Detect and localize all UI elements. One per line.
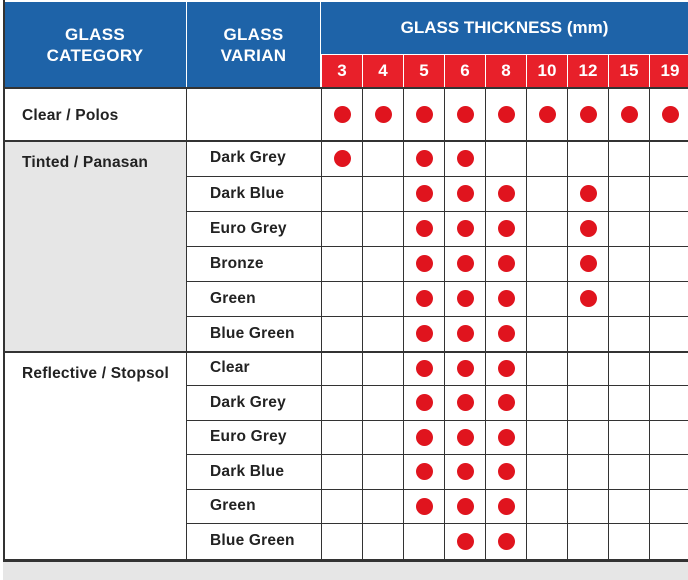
variant-label: Clear	[210, 359, 250, 376]
grid-hline	[321, 54, 688, 55]
availability-dot	[416, 429, 433, 446]
grid-vline	[649, 55, 650, 87]
variant-label: Dark Grey	[210, 149, 286, 166]
thickness-header-12: 12	[568, 55, 608, 87]
availability-dot	[498, 463, 515, 480]
header-variant-line1: GLASS	[223, 24, 284, 44]
availability-dot	[498, 220, 515, 237]
availability-dot	[580, 220, 597, 237]
grid-vline	[362, 55, 363, 87]
grid-vline	[485, 55, 486, 87]
availability-dot	[457, 463, 474, 480]
availability-dot	[416, 220, 433, 237]
grid-hline	[186, 454, 688, 455]
grid-hline	[186, 246, 688, 247]
grid-vline	[567, 55, 568, 87]
header-thickness-label: GLASS THICKNESS (mm)	[400, 18, 609, 37]
availability-dot	[416, 463, 433, 480]
grid-hline	[186, 489, 688, 490]
variant-label: Euro Grey	[210, 428, 287, 445]
thickness-header-19: 19	[650, 55, 688, 87]
grid-vline	[320, 0, 321, 88]
availability-dot	[457, 220, 474, 237]
variant-label: Green	[210, 289, 256, 307]
availability-dot	[457, 185, 474, 202]
variant-label: Dark Grey	[210, 393, 286, 411]
availability-dot	[416, 360, 433, 377]
header-thickness-title	[321, 2, 688, 54]
variant-label: Euro Grey	[210, 219, 287, 237]
availability-dot	[416, 290, 433, 307]
availability-dot	[457, 360, 474, 377]
availability-dot	[416, 185, 433, 202]
availability-dot	[498, 533, 515, 550]
availability-dot	[580, 185, 597, 202]
grid-hline	[186, 281, 688, 282]
grid-hline	[186, 176, 688, 177]
availability-dot	[416, 498, 433, 515]
availability-dot	[416, 255, 433, 272]
availability-dot	[457, 429, 474, 446]
availability-dot	[416, 150, 433, 167]
thickness-header-5: 5	[404, 55, 444, 87]
thickness-header-4: 4	[363, 55, 403, 87]
grid-hline	[186, 316, 688, 317]
grid-hline	[186, 523, 688, 524]
category-label: Reflective / Stopsol	[22, 365, 169, 382]
variant-label: Blue Green	[210, 532, 295, 549]
availability-dot	[457, 325, 474, 342]
availability-dot	[498, 185, 515, 202]
availability-dot	[416, 394, 433, 411]
availability-dot	[662, 106, 679, 123]
availability-dot	[498, 106, 515, 123]
availability-dot	[457, 290, 474, 307]
availability-dot	[334, 150, 351, 167]
grid-vline	[3, 0, 5, 88]
grid-vline	[444, 55, 445, 87]
availability-dot	[457, 255, 474, 272]
availability-dot	[580, 290, 597, 307]
availability-dot	[539, 106, 556, 123]
availability-dot	[416, 106, 433, 123]
header-variant-line2: VARIAN	[220, 45, 287, 65]
grid-vline	[186, 0, 187, 88]
grid-hline	[3, 140, 688, 142]
availability-dot	[416, 325, 433, 342]
category-label: Tinted / Panasan	[22, 154, 149, 171]
availability-dot	[621, 106, 638, 123]
thickness-header-10: 10	[527, 55, 567, 87]
availability-dot	[498, 255, 515, 272]
availability-dot	[334, 106, 351, 123]
variant-label: Dark Blue	[210, 184, 285, 202]
variant-label: Dark Blue	[210, 462, 285, 480]
thickness-header-3: 3	[322, 55, 362, 87]
grid-vline	[526, 55, 527, 87]
grid-vline	[403, 55, 404, 87]
availability-dot	[375, 106, 392, 123]
header-category-line1: GLASS	[64, 24, 126, 44]
grid-hline	[186, 211, 688, 212]
bottom-band	[3, 562, 688, 580]
availability-dot	[457, 150, 474, 167]
availability-dot	[457, 394, 474, 411]
availability-dot	[498, 498, 515, 515]
header-category	[4, 2, 186, 87]
grid-vline	[608, 55, 609, 87]
grid-vline	[3, 88, 5, 559]
grid-hline	[186, 420, 688, 421]
availability-dot	[457, 106, 474, 123]
grid-hline	[3, 351, 688, 353]
availability-dot	[580, 255, 597, 272]
variant-label: Green	[210, 497, 256, 514]
grid-hline	[186, 385, 688, 386]
availability-dot	[457, 498, 474, 515]
header-category-line2: CATEGORY	[46, 45, 144, 65]
availability-dot	[498, 394, 515, 411]
thickness-header-8: 8	[486, 55, 526, 87]
availability-dot	[498, 429, 515, 446]
availability-dot	[498, 290, 515, 307]
grid-hline	[3, 87, 688, 89]
thickness-header-6: 6	[445, 55, 485, 87]
availability-dot	[457, 533, 474, 550]
category-label: Clear / Polos	[22, 107, 119, 124]
variant-label: Blue Green	[210, 324, 295, 342]
availability-dot	[498, 360, 515, 377]
availability-dot	[580, 106, 597, 123]
header-variant	[187, 2, 320, 87]
variant-label: Bronze	[210, 254, 264, 272]
thickness-header-15: 15	[609, 55, 649, 87]
availability-dot	[498, 325, 515, 342]
